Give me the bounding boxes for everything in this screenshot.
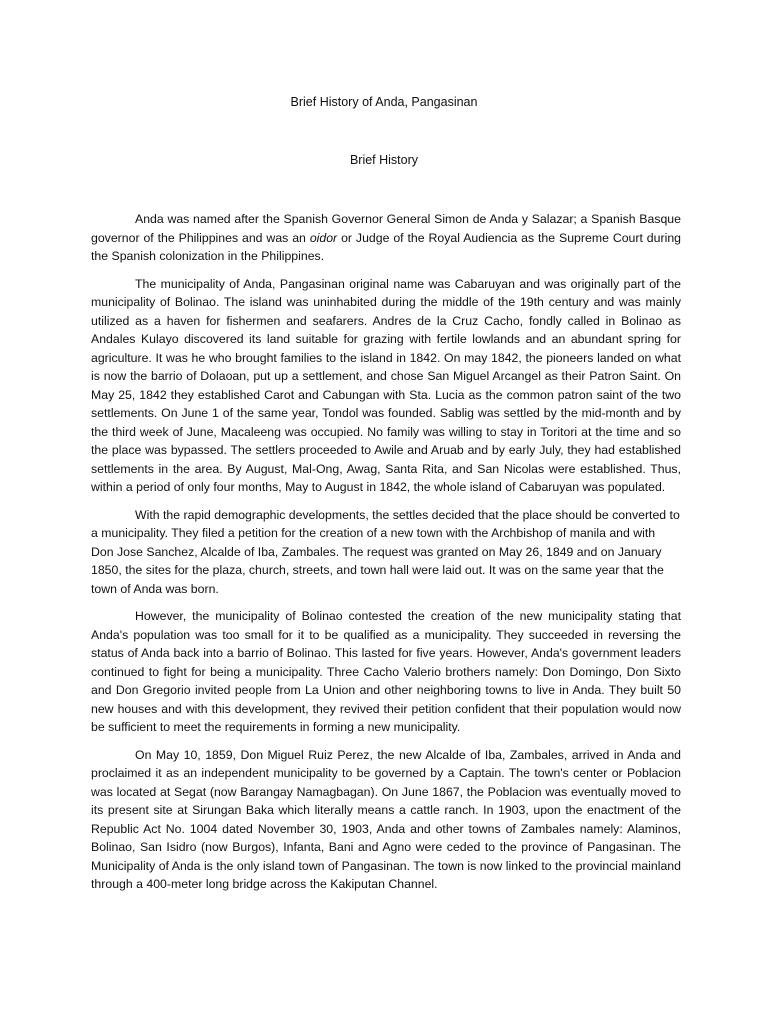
paragraph-1 [91,210,681,266]
section-title: Brief History [349,153,419,167]
paragraph-5: On May 10, 1859, Don Miguel Ruiz Perez, the new Alcalde of Iba, Zambales, arrived in Anda and proclaimed it as an independent municipality to be governed by a Captain. The town's center or Poblacion was located at Segat (now Barangay Namagbagan). On June 1867, the Poblacion was eventually moved to its present site at Sirungan Baka which literally means a cattle ranch. In 1903, upon the enactment of the Republic Act No. 1004 dated November 30, 1903, Anda and other towns of Zambales namely: Alaminos, Bolinao, San Isidro (now Burgos), Infanta, Bani and Agno were ceded to the province of Pangasinan. The Municipality of Anda is the only island town of Pangasinan. The town is now linked to the provincial mainland through a 400-meter long bridge across the Kakiputan Channel. [91,747,681,891]
document-body [91,210,681,903]
paragraph-2: The municipality of Anda, Pangasinan original name was Cabaruyan and was originally part of the municipality of Bolinao. The island was uninhabited during the middle of the 19th century and was mainly utilized as a haven for fishermen and seafarers. Andres de la Cruz Cacho, fondly called in Bolinao as Andales Kulayo discovered its land suitable for grazing with fertile lowlands and an abundant spring for agriculture. It was he who brought families to the island in 1842. On may 1842, the pioneers landed on what is now the barrio of Dolaoan, put up a settlement, and chose San Miguel Arcangel as their Patron Saint. On May 25, 1842 they established Carot and Cabungan with Sta. Lucia as the common patron saint of the two settlements. On June 1 of the same year, Tondol was founded. Sablig was settled by the mid-month and by the third week of June, Macaleeng was occupied. No family was willing to stay in Toritori at the time and so the place was bypassed. The settlers proceeded to Awile and Aruab and by early July, they had established settlements in the area. By August, Mal-Ong, Awag, Santa Rita, and San Nicolas were established. Thus, within a period of only four months, May to August in 1842, the whole island of Cabaruyan was populated. [91,276,681,494]
paragraph-4: However, the municipality of Bolinao contested the creation of the new municipality stating that Anda's population was too small for it to be qualified as a municipality. They succeeded in reversing the status of Anda back into a barrio of Bolinao. This lasted for five years. However, Anda's government leaders continued to fight for being a municipality. Three Cacho Valerio brothers namely: Don Domingo, Don Sixto and Don Gregorio invited people from La Union and other neighboring towns to live in Anda. They built 50 new houses and with this development, they revived their petition confident that their population would now be sufficient to meet the requirements in forming a new municipality. [91,609,681,734]
paragraph-1-italic-term: oidor [309,230,338,245]
paragraph-3: With the rapid demographic developments, the settles decided that the place should be converted to a municipality. They filed a petition for the creation of a new town with the Archbishop of manila and with Don Jose Sanchez, Alcalde of Iba, Zambales. The request was granted on May 26, 1849 and on January 1850, the sites for the plaza, church, streets, and town hall were laid out. It was on the same year that the town of Anda was born. [91,507,680,596]
document-title: Brief History of Anda, Pangasinan [290,95,478,109]
paragraph-1-text-after: or Judge of the Royal Audiencia as the Supreme Court during the Spanish colonization in the Philippines. [91,230,681,263]
paragraph-1-text-before: Anda was named after the Spanish Governor General Simon de Anda y Salazar; a Spanish Basque governor of the Philippines and was an [91,212,681,245]
